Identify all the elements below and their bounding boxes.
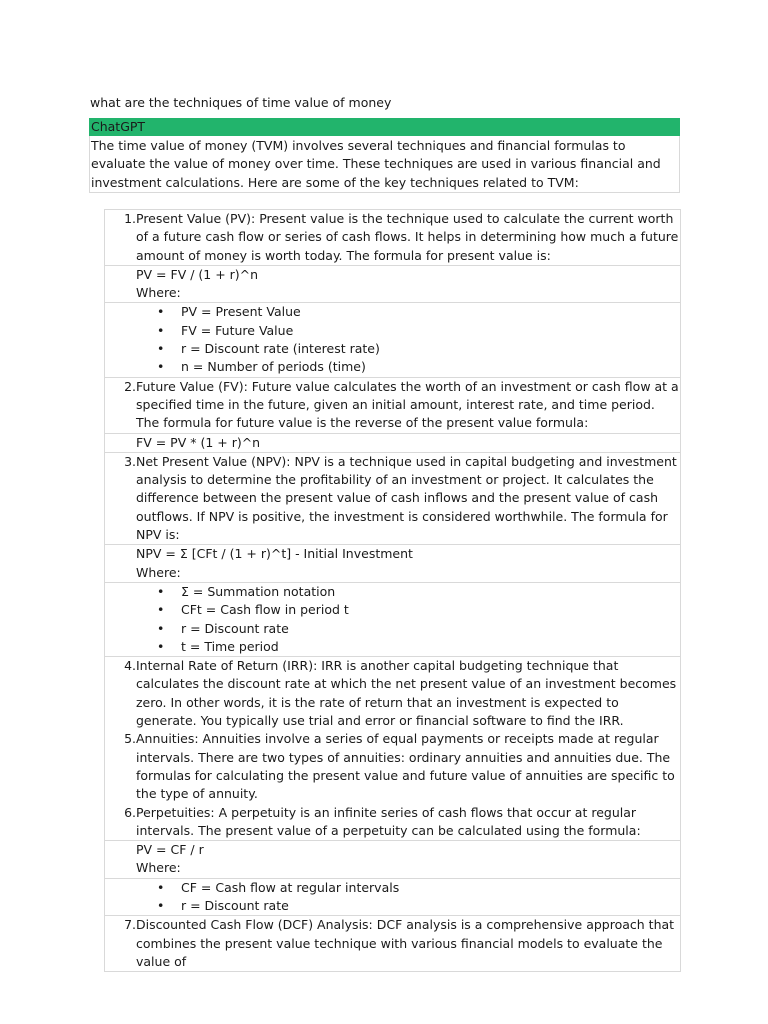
bullet-item: • PV = Present Value bbox=[157, 303, 680, 321]
where-label: Where: bbox=[136, 860, 181, 876]
formula: PV = CF / r bbox=[136, 842, 204, 858]
item-number: 4. bbox=[124, 658, 136, 674]
list-item bbox=[104, 209, 681, 266]
list-group bbox=[104, 656, 681, 841]
user-question: what are the techniques of time value of money bbox=[90, 95, 392, 110]
item-text: Annuities: Annuities involve a series of equal payments or receipts made at regular intervals. There are two types of annuities: ordinary annuities and annuities due. The formulas for calculating the present value and future value of annuities are specific to the type of annuity. bbox=[136, 731, 675, 802]
item-number: 7. bbox=[124, 917, 136, 933]
item-text: Internal Rate of Return (IRR): IRR is another capital budgeting technique that calculates the discount rate at which the net present value of an investment becomes zero. In other words, it is the rate of return that an investment is expected to generate. You typically use trial and error or financial software to find the IRR. bbox=[136, 658, 677, 729]
technique-list bbox=[104, 210, 681, 972]
formula: PV = FV / (1 + r)^n bbox=[136, 266, 259, 282]
bullet-list bbox=[104, 582, 681, 657]
bullet-item: • r = Discount rate bbox=[157, 897, 680, 915]
list-item bbox=[104, 377, 681, 434]
item-number: 6. bbox=[124, 804, 136, 820]
formula-block bbox=[104, 544, 681, 583]
bullet-item: • CF = Cash flow at regular intervals bbox=[157, 879, 680, 897]
bullet-item: • r = Discount rate bbox=[157, 620, 680, 638]
where-label: Where: bbox=[136, 285, 181, 301]
item-text: Discounted Cash Flow (DCF) Analysis: DCF analysis is a comprehensive approach that combines the present value technique with various financial models to evaluate the value of bbox=[136, 917, 675, 969]
bullet-item: • FV = Future Value bbox=[157, 322, 680, 340]
formula-block bbox=[104, 433, 681, 453]
item-text: Present Value (PV): Present value is the technique used to calculate the current worth of a future cash flow or series of cash flows. It helps in determining how much a future amount of money is worth today. The formula for present value is: bbox=[136, 211, 679, 263]
bullet-item: • CFt = Cash flow in period t bbox=[157, 601, 680, 619]
formula: NPV = Σ [CFt / (1 + r)^t] - Initial Investment bbox=[136, 546, 413, 562]
item-text: Future Value (FV): Future value calculates the worth of an investment or cash flow at a specified time in the future, given an initial amount, interest rate, and time period. The formula for future value is the reverse of the present value formula: bbox=[136, 378, 679, 431]
bullet-item: • Σ = Summation notation bbox=[157, 583, 680, 601]
bullet-item: • n = Number of periods (time) bbox=[157, 358, 680, 376]
item-text: Net Present Value (NPV): NPV is a technique used in capital budgeting and investment analysis to determine the profitability of an investment or project. It calculates the difference between the present value of cash inflows and the present value of cash outflows. If NPV is positive, the investment is considered worthwhile. The formula for NPV is: bbox=[136, 453, 677, 543]
item-number: 2. bbox=[124, 378, 136, 394]
intro-paragraph: The time value of money (TVM) involves several techniques and financial formulas to evaluate the value of money over time. These techniques are used in various financial and investment calculations. Here are some of the key techniques related to TVM: bbox=[89, 136, 680, 193]
bullet-item: • r = Discount rate (interest rate) bbox=[157, 340, 680, 358]
item-text: Perpetuities: A perpetuity is an infinite series of cash flows that occur at regular intervals. The present value of a perpetuity can be calculated using the formula: bbox=[136, 804, 641, 838]
list-item bbox=[104, 915, 681, 972]
bullet-list bbox=[104, 878, 681, 917]
list-item bbox=[105, 804, 680, 841]
where-label: Where: bbox=[136, 564, 181, 580]
list-item bbox=[105, 730, 680, 803]
bullet-item: • t = Time period bbox=[157, 638, 680, 656]
list-item bbox=[104, 452, 681, 545]
formula-block bbox=[104, 265, 681, 304]
item-number: 5. bbox=[124, 731, 136, 747]
bullet-list bbox=[104, 302, 681, 377]
formula: FV = PV * (1 + r)^n bbox=[136, 434, 261, 450]
item-number: 3. bbox=[124, 453, 136, 469]
formula-block bbox=[104, 840, 681, 879]
item-number: 1. bbox=[124, 211, 136, 226]
list-item bbox=[105, 657, 680, 730]
speaker-header: ChatGPT bbox=[89, 118, 680, 136]
